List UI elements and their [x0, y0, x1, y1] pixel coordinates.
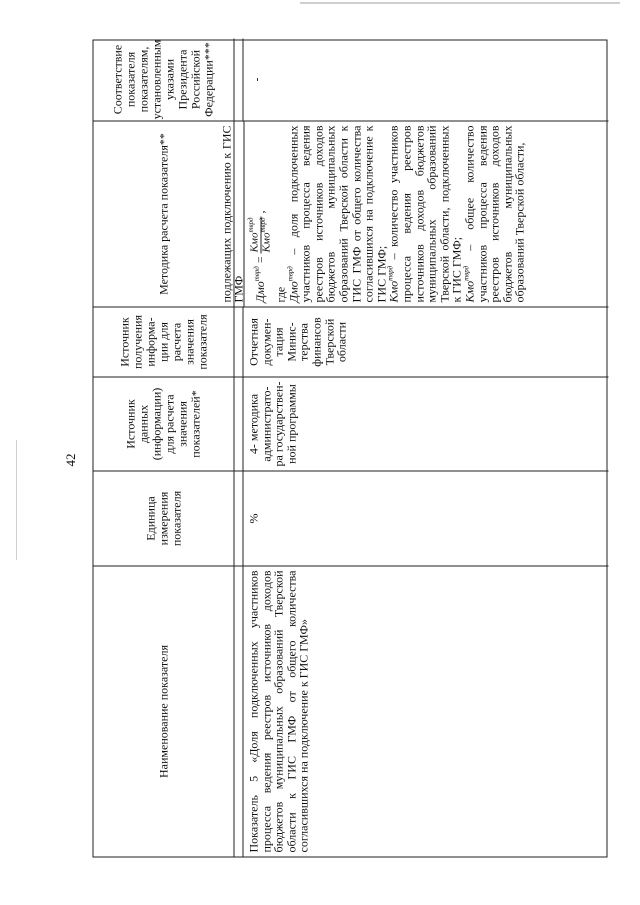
cell-unit: %	[246, 513, 261, 524]
method-definition-1: Дмо$^{тврд}$ – доля подключенных участников процесса ведения реестров источников доходов бюджетов муниципальных образований Тверской области к ГИС ГМФ от общего количества согласившихся на подключение к ГИС ГМФ;	[286, 125, 389, 303]
column-unit	[94, 471, 609, 566]
scan-edge-mark	[16, 440, 17, 560]
formula-lhs-sup: тврд	[252, 266, 261, 282]
cell-method	[245, 122, 609, 307]
column-data-source	[94, 377, 609, 471]
formula-denominator-sup: тврд	[258, 217, 267, 233]
method-definition-3: Кмо$^{тврд}$ – общее количество участников процесса ведения реестров источников доходов бюджетов муниципальных образований Тверской области,	[462, 125, 527, 303]
header-method: Методика расчета показателя**	[94, 122, 235, 307]
method-formula: Дмо$^{тврд}$ = Кмо$^{тврд}$ Кмо$^{тврд}$ ,	[246, 210, 273, 303]
page-number: 42	[63, 453, 78, 467]
header-number-row	[235, 472, 244, 566]
header-data-source: Источник данных (информации) для расчета значения показателей*	[94, 378, 235, 471]
header-compliance: Соответствие показателя показателям, установленным указами Президента Российской Федерации***	[94, 39, 235, 121]
column-indicator-name	[94, 566, 609, 857]
header-info-source: Источник получения информа-ции для расчета значения показателя	[94, 308, 235, 377]
indicator-table	[93, 40, 608, 858]
method-definition-2: Кмо$^{тврд}$ – количество участников процесса ведения реестров источников доходов бюджетов муниципальных образований Тверской области, подключенных к ГИС ГМФ;	[386, 125, 464, 303]
header-number-row	[235, 39, 244, 121]
scan-edge-mark	[300, 2, 620, 4]
header-indicator-name: Наименование показателя	[94, 567, 235, 857]
header-unit: Единица измерения показателя	[94, 472, 235, 566]
formula-fraction	[246, 217, 273, 254]
column-info-source	[94, 307, 609, 377]
header-number-row	[235, 378, 244, 471]
cell-info-source: Отчетная докумен-тация Минис-терства финансов Тверской области	[246, 317, 349, 367]
formula-denominator: Кмо	[260, 232, 273, 253]
header-number-row	[235, 567, 244, 857]
column-method	[94, 121, 609, 307]
column-compliance	[94, 39, 609, 121]
formula-lhs: Дмо	[252, 281, 267, 303]
method-lead-text: подлежащих подключению к ГИС ГМФ	[219, 125, 246, 303]
method-where: где	[273, 286, 288, 303]
method-continuation-row	[221, 122, 245, 307]
formula-numerator-sup: тврд	[246, 217, 255, 233]
formula-numerator: Кмо	[248, 232, 261, 253]
cell-data-source: 4- методика администрато-ра государствен-ной программы	[246, 381, 299, 467]
cell-indicator-name: Показатель 5 «Доля подключенных участников процесса ведения реестров источников доходов бюджетов муниципальных образований Тверской области к ГИС ГМФ от общего количества согласившихся на подключение к ГИС ГМФ»	[246, 570, 311, 853]
header-number-row	[235, 308, 244, 377]
cell-compliance: -	[249, 77, 264, 82]
